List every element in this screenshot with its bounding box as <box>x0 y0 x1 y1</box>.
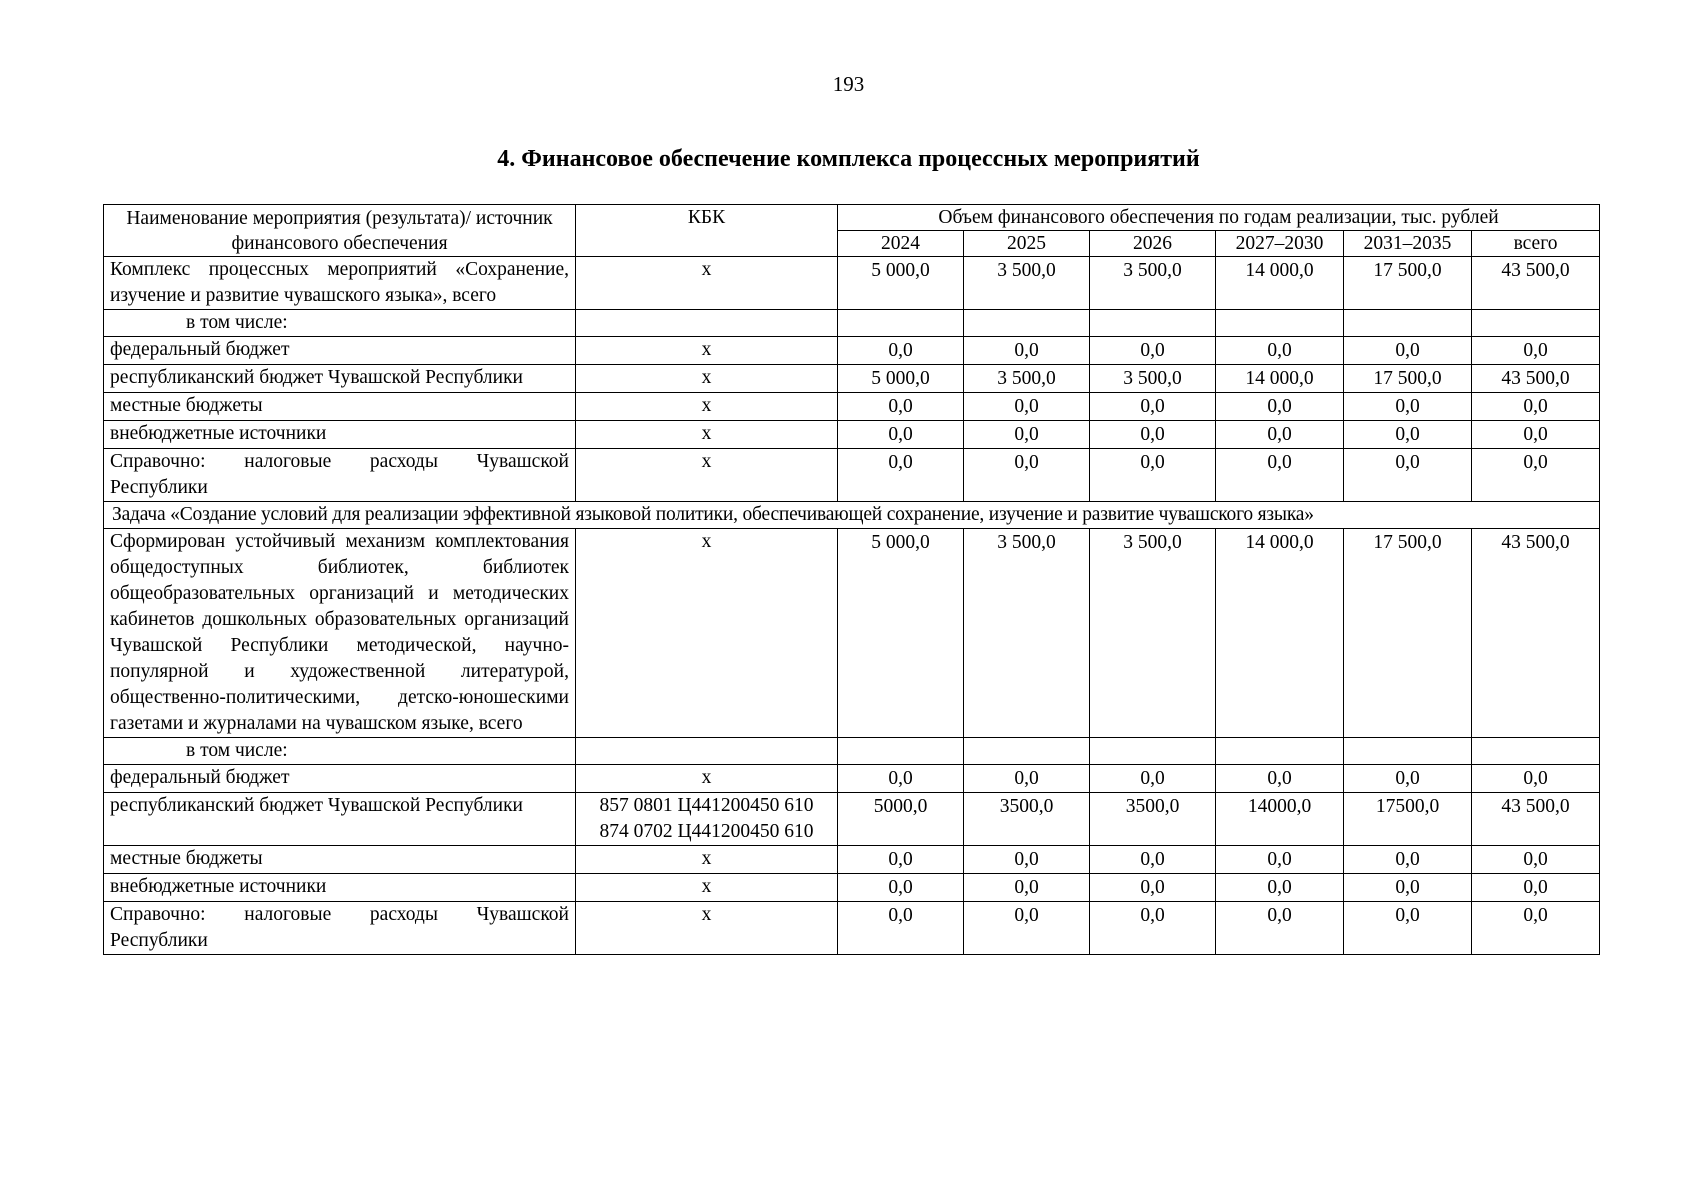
row-value: 5000,0 <box>838 793 964 846</box>
row-value: 0,0 <box>838 393 964 421</box>
row-value: 14 000,0 <box>1216 257 1344 310</box>
row-value: 0,0 <box>1472 449 1600 502</box>
row-kbk: x <box>576 449 838 502</box>
row-value: 0,0 <box>1472 846 1600 874</box>
table-row-task <box>104 502 1600 529</box>
row-value: 0,0 <box>1090 337 1216 365</box>
row-value: 17 500,0 <box>1344 257 1472 310</box>
row-value: 0,0 <box>1216 337 1344 365</box>
table-row <box>104 793 1600 846</box>
row-value: 17 500,0 <box>1344 529 1472 738</box>
row-value: 17 500,0 <box>1344 365 1472 393</box>
header-kbk: КБК <box>576 205 838 257</box>
row-value: 0,0 <box>1472 337 1600 365</box>
row-value: 0,0 <box>1090 874 1216 902</box>
row-value: 0,0 <box>1472 874 1600 902</box>
row-value: 0,0 <box>838 449 964 502</box>
header-volume: Объем финансового обеспечения по годам реализации, тыс. рублей <box>838 205 1600 231</box>
row-value: 0,0 <box>1090 449 1216 502</box>
row-name: Справочно: налоговые расходы Чувашской Республики <box>104 449 576 502</box>
row-value: 43 500,0 <box>1472 257 1600 310</box>
row-value: 0,0 <box>1472 421 1600 449</box>
table-row-complex <box>104 257 1600 310</box>
row-name: внебюджетные источники <box>104 874 576 902</box>
row-value: 0,0 <box>838 337 964 365</box>
row-value: 3 500,0 <box>964 257 1090 310</box>
including-label: в том числе: <box>104 310 576 337</box>
row-value: 14 000,0 <box>1216 365 1344 393</box>
row-name: Комплекс процессных мероприятий «Сохранение, изучение и развитие чувашского языка», всего <box>104 257 576 310</box>
row-value: 0,0 <box>964 421 1090 449</box>
row-value: 0,0 <box>1472 902 1600 955</box>
table-row <box>104 365 1600 393</box>
row-value: 0,0 <box>838 902 964 955</box>
row-value: 0,0 <box>964 337 1090 365</box>
row-kbk: x <box>576 365 838 393</box>
row-kbk: x <box>576 337 838 365</box>
row-value: 0,0 <box>1216 449 1344 502</box>
table-row <box>104 874 1600 902</box>
header-year: 2024 <box>838 231 964 257</box>
row-name: внебюджетные источники <box>104 421 576 449</box>
row-value: 0,0 <box>1090 902 1216 955</box>
task-heading: Задача «Создание условий для реализации эффективной языковой политики, обеспечивающей сохранение, изучение и развитие чувашского языка» <box>104 502 1600 529</box>
row-value: 0,0 <box>1090 846 1216 874</box>
table-row <box>104 902 1600 955</box>
header-row <box>104 205 1600 231</box>
row-value: 3 500,0 <box>964 529 1090 738</box>
row-value: 0,0 <box>838 874 964 902</box>
row-kbk: x <box>576 874 838 902</box>
row-value: 0,0 <box>1090 421 1216 449</box>
row-name: республиканский бюджет Чувашской Республики <box>104 793 576 846</box>
kbk-code: 857 0801 Ц441200450 610 <box>599 795 814 816</box>
header-year: 2027–2030 <box>1216 231 1344 257</box>
header-year-total: всего <box>1472 231 1600 257</box>
row-value: 0,0 <box>1344 449 1472 502</box>
row-value: 0,0 <box>964 846 1090 874</box>
page-number: 193 <box>832 72 865 96</box>
row-value: 0,0 <box>964 874 1090 902</box>
kbk-code: 874 0702 Ц441200450 610 <box>599 821 814 842</box>
row-value: 0,0 <box>1216 874 1344 902</box>
row-value: 0,0 <box>1216 765 1344 793</box>
row-value: 0,0 <box>1344 846 1472 874</box>
row-value: 3500,0 <box>1090 793 1216 846</box>
row-name: Сформирован устойчивый механизм комплектования общедоступных библиотек, библиотек общеобразовательных организаций и методических кабинетов дошкольных образовательных организаций Чувашской Республики методической, научно-популярной и художественной литературой, общественно-политическими, детско-юношескими газетами и журналами на чувашском языке, всего <box>104 529 576 738</box>
row-value: 5 000,0 <box>838 365 964 393</box>
table-row <box>104 337 1600 365</box>
table-row-including <box>104 310 1600 337</box>
row-value: 0,0 <box>1216 846 1344 874</box>
row-kbk: x <box>576 421 838 449</box>
row-value: 3 500,0 <box>964 365 1090 393</box>
row-kbk: x <box>576 257 838 310</box>
row-value: 0,0 <box>1344 902 1472 955</box>
page-title: 4. Финансовое обеспечение комплекса процессных мероприятий <box>497 146 1200 172</box>
row-value: 5 000,0 <box>838 529 964 738</box>
row-value: 0,0 <box>838 765 964 793</box>
row-value: 43 500,0 <box>1472 529 1600 738</box>
row-value: 17500,0 <box>1344 793 1472 846</box>
table-row <box>104 449 1600 502</box>
row-value: 0,0 <box>964 449 1090 502</box>
table-row-including <box>104 738 1600 765</box>
including-label: в том числе: <box>104 738 576 765</box>
row-value: 14 000,0 <box>1216 529 1344 738</box>
row-value: 0,0 <box>1216 902 1344 955</box>
table-row <box>104 846 1600 874</box>
row-name: Справочно: налоговые расходы Чувашской Республики <box>104 902 576 955</box>
header-name: Наименование мероприятия (результата)/ источник финансового обеспечения <box>104 205 576 257</box>
row-value: 0,0 <box>1344 421 1472 449</box>
row-value: 0,0 <box>1344 337 1472 365</box>
row-kbk: x <box>576 902 838 955</box>
row-value: 0,0 <box>1090 765 1216 793</box>
row-value: 3500,0 <box>964 793 1090 846</box>
row-kbk: x <box>576 765 838 793</box>
row-value: 0,0 <box>964 902 1090 955</box>
row-value: 0,0 <box>1472 393 1600 421</box>
row-name: федеральный бюджет <box>104 337 576 365</box>
row-value: 0,0 <box>1090 393 1216 421</box>
row-value: 0,0 <box>964 393 1090 421</box>
row-value: 43 500,0 <box>1472 793 1600 846</box>
row-name: местные бюджеты <box>104 393 576 421</box>
row-value: 14000,0 <box>1216 793 1344 846</box>
row-value: 0,0 <box>1344 765 1472 793</box>
row-value: 0,0 <box>1344 393 1472 421</box>
row-name: местные бюджеты <box>104 846 576 874</box>
row-kbk: x <box>576 529 838 738</box>
row-value: 3 500,0 <box>1090 529 1216 738</box>
row-value: 5 000,0 <box>838 257 964 310</box>
row-kbk <box>576 793 838 846</box>
row-kbk: x <box>576 846 838 874</box>
row-value: 3 500,0 <box>1090 365 1216 393</box>
row-value: 0,0 <box>838 421 964 449</box>
row-value: 0,0 <box>1472 765 1600 793</box>
row-name: федеральный бюджет <box>104 765 576 793</box>
row-value: 0,0 <box>1216 421 1344 449</box>
header-year: 2026 <box>1090 231 1216 257</box>
table-row <box>104 765 1600 793</box>
row-value: 0,0 <box>964 765 1090 793</box>
row-value: 0,0 <box>1344 874 1472 902</box>
row-value: 3 500,0 <box>1090 257 1216 310</box>
header-year: 2031–2035 <box>1344 231 1472 257</box>
financing-table <box>103 204 1600 955</box>
header-year: 2025 <box>964 231 1090 257</box>
row-value: 0,0 <box>1216 393 1344 421</box>
row-value: 0,0 <box>838 846 964 874</box>
table-row <box>104 421 1600 449</box>
row-kbk: x <box>576 393 838 421</box>
table-row <box>104 393 1600 421</box>
table-row-result <box>104 529 1600 738</box>
row-name: республиканский бюджет Чувашской Республики <box>104 365 576 393</box>
row-value: 43 500,0 <box>1472 365 1600 393</box>
